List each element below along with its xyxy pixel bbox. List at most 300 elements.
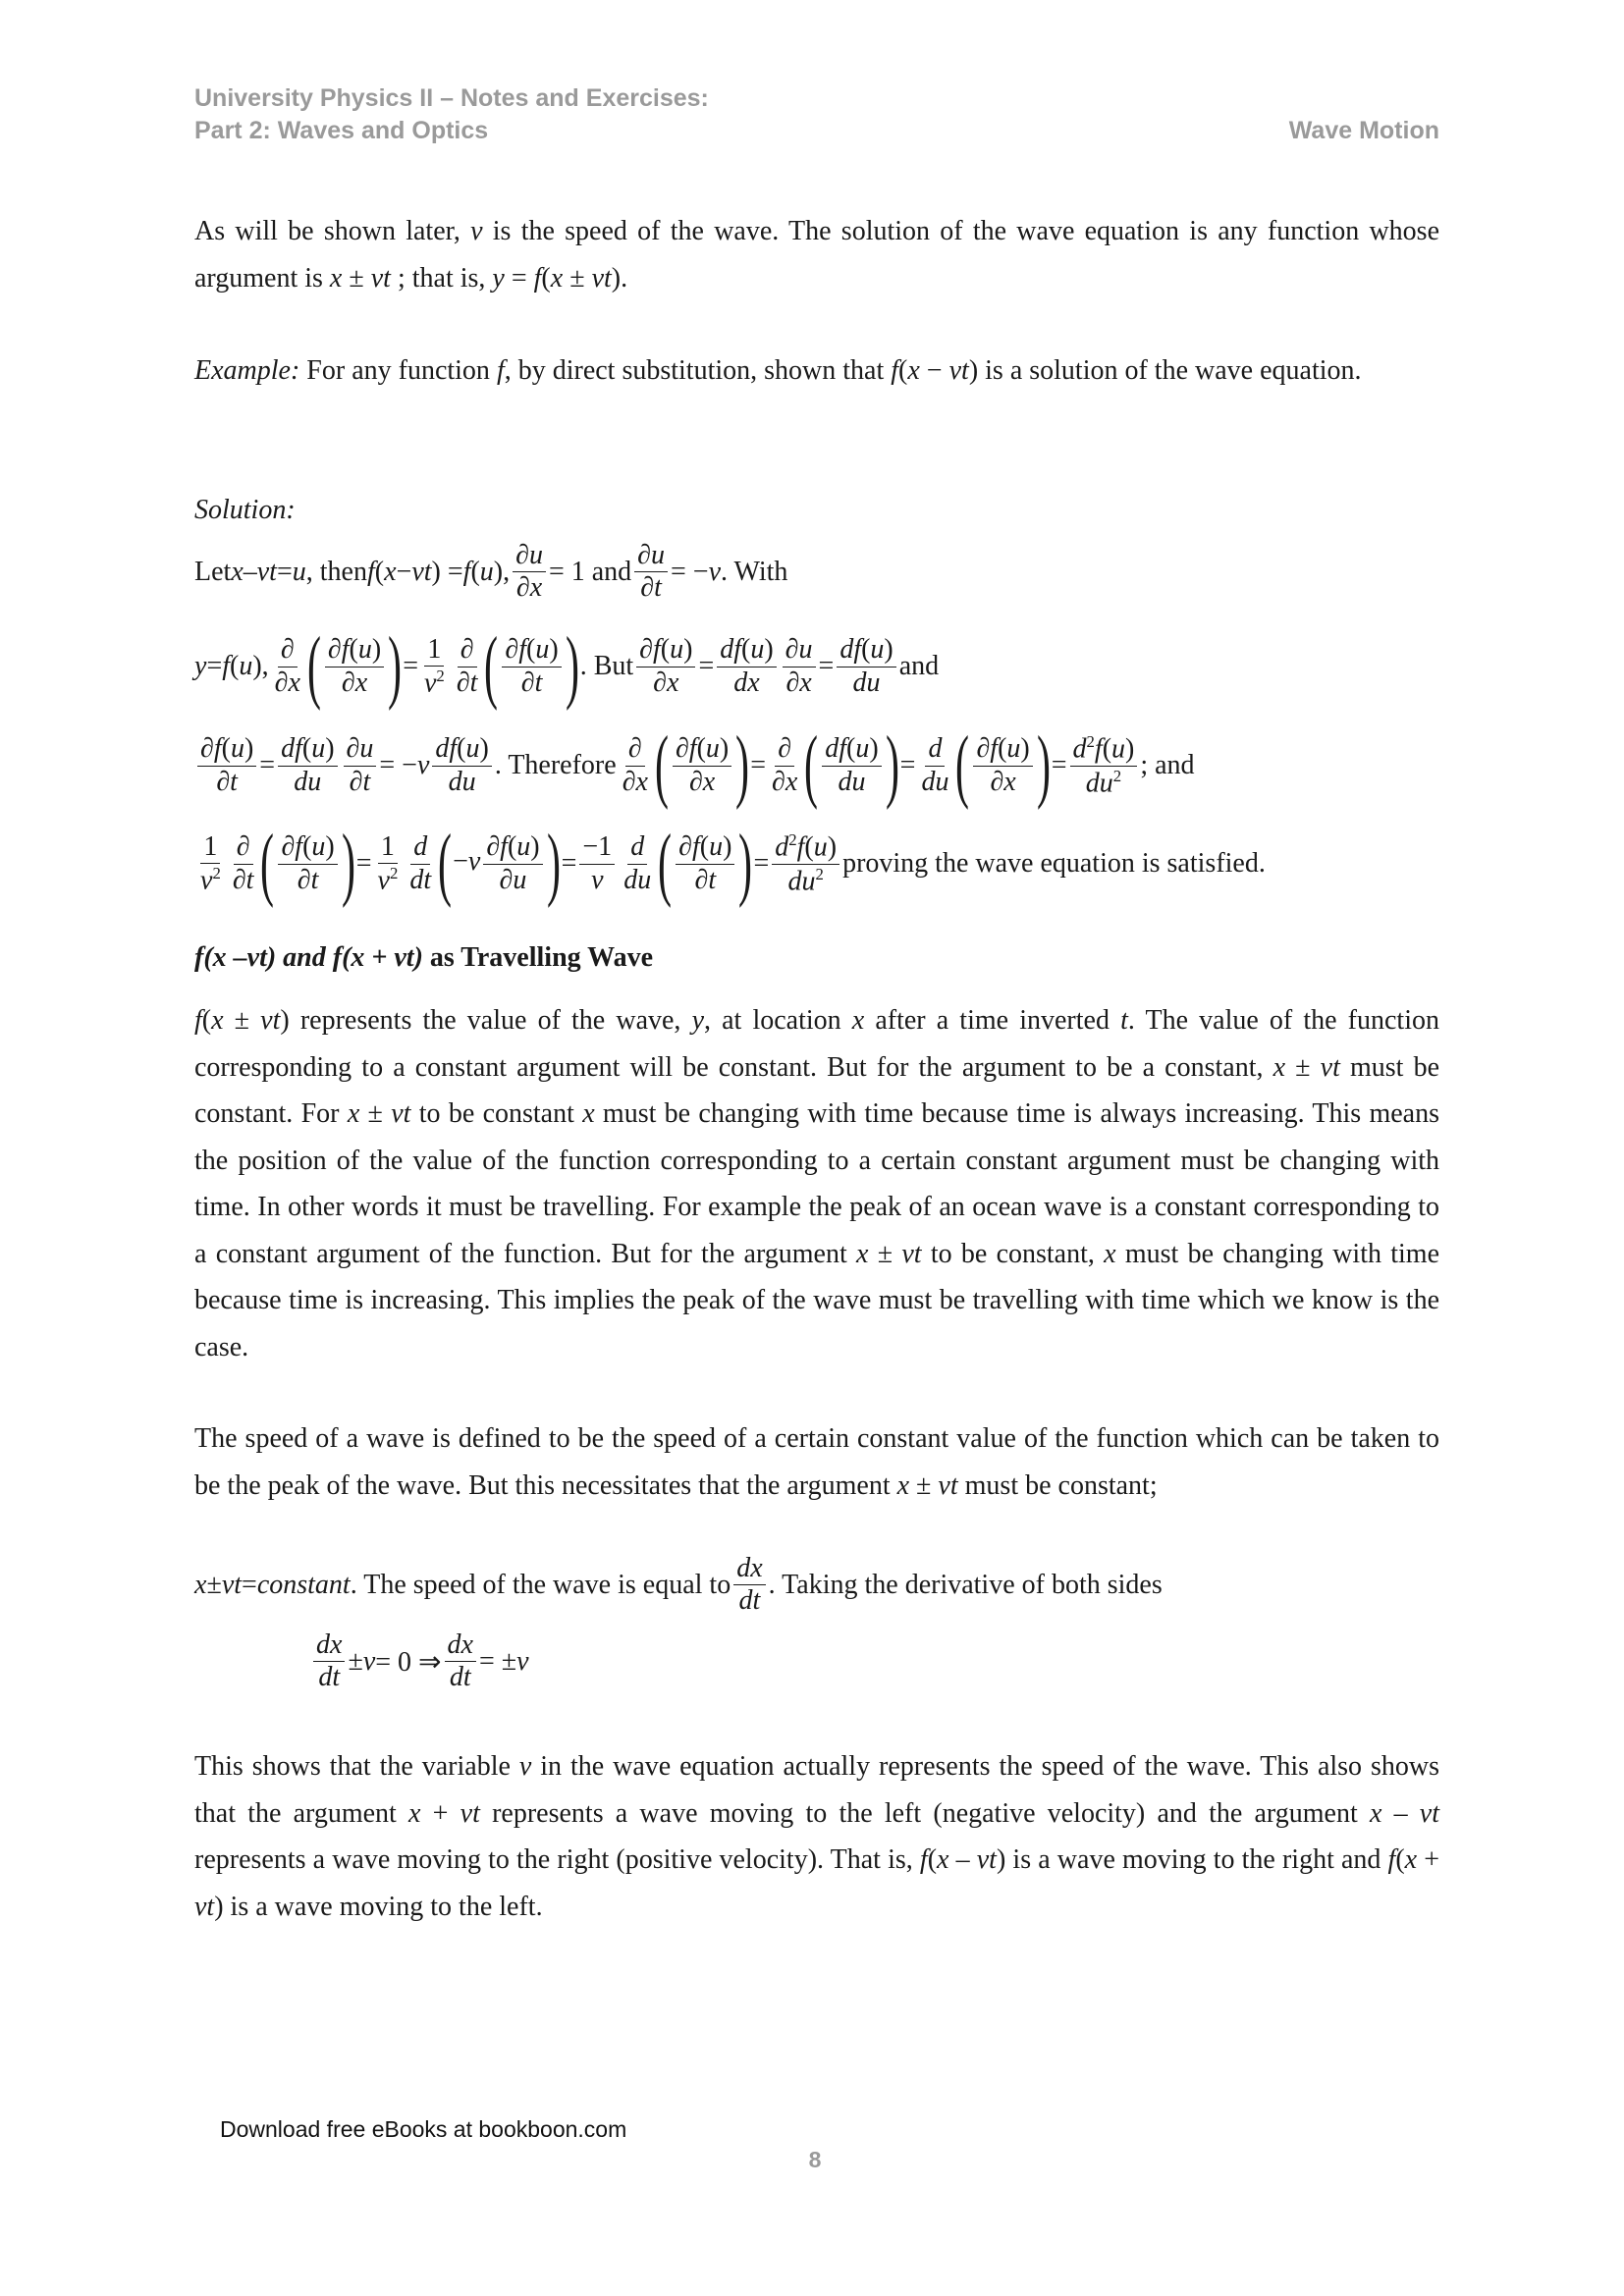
text-run: (	[374, 556, 385, 587]
italic-run: v	[516, 1645, 529, 1677]
italic-run: u	[750, 634, 765, 666]
text-run: is the speed of the wave. The solution of the wave equation is any function whose argument is	[194, 216, 1440, 294]
text-run: )	[723, 831, 732, 863]
text-run: (	[861, 634, 871, 666]
text-run: The speed of a wave is defined to be the speed of a certain constant value of the function which can be taken to be the peak of the wave. But this necessitates that the argument	[194, 1423, 1439, 1501]
fraction	[717, 634, 776, 698]
fraction-denominator	[291, 767, 324, 798]
fraction-denominator	[406, 865, 434, 896]
fraction-numerator	[344, 733, 377, 766]
italic-run: df	[825, 733, 847, 765]
fraction-denominator	[339, 667, 370, 699]
italic-run: u	[292, 556, 306, 587]
fraction-numerator	[783, 634, 816, 667]
fraction-numerator	[313, 1629, 345, 1662]
running-header-chapter: Wave Motion	[1288, 117, 1439, 144]
fraction	[502, 634, 561, 698]
italic-run: df	[281, 733, 302, 765]
fraction-denominator	[621, 865, 654, 896]
italic-run: u	[855, 733, 870, 765]
italic-run: v	[470, 216, 483, 246]
fraction-numerator	[822, 733, 881, 766]
text-run: (	[1102, 733, 1112, 765]
fraction-numerator	[837, 634, 895, 667]
italic-run: v	[416, 750, 430, 780]
italic-run: f	[1387, 1844, 1396, 1875]
italic-run: f	[366, 556, 375, 587]
fraction	[973, 733, 1032, 797]
text-run: 1	[427, 633, 442, 665]
italic-run: ∂x	[772, 766, 798, 797]
fraction-numerator	[410, 831, 430, 864]
fraction-numerator	[278, 634, 298, 667]
italic-run: x	[384, 556, 397, 587]
fraction-denominator	[650, 667, 681, 699]
fraction-numerator	[432, 733, 491, 766]
text-run: . But	[579, 651, 634, 681]
text-run: (	[457, 733, 466, 765]
paren-content	[275, 831, 340, 895]
italic-run: u	[311, 831, 326, 863]
fraction-denominator	[1083, 767, 1124, 800]
text-run: =	[698, 651, 715, 681]
italic-run: ∂x	[785, 667, 812, 698]
italic-run: vt	[938, 1469, 958, 1501]
italic-run: u	[465, 733, 480, 765]
italic-run: f	[496, 355, 505, 386]
solution-label	[194, 487, 1439, 534]
left-paren: (	[438, 818, 453, 909]
text-run: (	[898, 355, 908, 386]
italic-run: u	[870, 634, 885, 666]
equation-velocity	[310, 1629, 529, 1693]
fraction-denominator	[785, 865, 826, 898]
superscript: 2	[389, 863, 399, 882]
text-run: ) is a solution of the wave equation.	[968, 355, 1362, 386]
fraction-denominator	[588, 865, 606, 896]
text-run: (	[507, 831, 517, 863]
text-run: = ±	[478, 1645, 517, 1677]
fraction-denominator	[783, 667, 814, 699]
italic-run: u	[705, 733, 720, 765]
italic-run: ∂x	[341, 667, 368, 698]
text-run: (	[699, 831, 710, 863]
text-run: −	[453, 846, 468, 878]
text-run: (	[302, 831, 312, 863]
italic-run: x	[1104, 1238, 1116, 1269]
superscript: 2	[788, 829, 797, 849]
italic-run: f	[919, 1844, 928, 1875]
italic-run: ∂f	[281, 831, 303, 863]
paren-content	[499, 634, 564, 698]
italic-run: y	[691, 1005, 704, 1036]
paren-content	[970, 733, 1035, 797]
paren-content	[670, 733, 734, 797]
italic-run: du	[294, 766, 322, 797]
text-run: This shows that the variable	[194, 1751, 519, 1782]
italic-run: v	[423, 667, 437, 699]
text-run: ) represents the value of the wave,	[280, 1005, 692, 1036]
parenthesized-group	[657, 818, 753, 909]
italic-run: x	[582, 1098, 595, 1129]
fraction-denominator	[850, 667, 884, 699]
italic-run: ∂u	[637, 540, 666, 570]
equation-first-derivatives	[194, 620, 940, 712]
italic-run: v	[377, 865, 390, 896]
italic-run: du	[852, 667, 881, 698]
fraction	[454, 634, 481, 698]
italic-run: vt	[221, 1569, 243, 1600]
text-run: in the wave equation actually represents the speed of the wave. This also shows that the argument	[194, 1751, 1440, 1829]
italic-run: v	[518, 1751, 532, 1782]
equation-substitution	[194, 540, 787, 604]
italic-run: u	[535, 634, 550, 666]
italic-run: ∂x	[653, 667, 679, 698]
text-run: proving the wave equation is satisfied.	[842, 848, 1266, 879]
text-run: ).	[611, 262, 628, 294]
fraction	[772, 830, 839, 897]
italic-run: x	[1272, 1051, 1286, 1083]
fraction	[313, 1629, 345, 1693]
italic-run: ∂x	[990, 766, 1016, 797]
fraction-denominator	[213, 767, 241, 798]
italic-run: ∂f	[486, 831, 508, 863]
text-run: =	[818, 651, 835, 681]
text-run: ) =	[431, 556, 463, 587]
fraction	[421, 634, 448, 700]
text-run: (	[230, 651, 240, 681]
text-run: , at location	[704, 1005, 852, 1036]
text-run: =	[242, 1569, 257, 1600]
italic-run: f	[222, 651, 231, 681]
fraction	[579, 831, 615, 895]
italic-run: dx	[316, 1629, 343, 1660]
text-run: (	[541, 262, 551, 294]
text-run: (	[660, 634, 671, 666]
text-run: ),	[252, 651, 269, 681]
right-paren: )	[341, 818, 355, 909]
fraction-denominator	[736, 1585, 764, 1617]
left-paren: (	[658, 818, 673, 909]
italic-run: ∂x	[622, 766, 648, 797]
section-heading-travelling-wave	[194, 934, 1439, 982]
italic-run: u	[670, 634, 684, 666]
fraction-denominator	[835, 767, 868, 798]
fraction-numerator	[634, 540, 668, 572]
fraction	[432, 733, 491, 797]
text-run: (	[804, 831, 814, 863]
equation-time-derivatives	[194, 818, 1266, 909]
fraction-denominator	[692, 865, 720, 896]
text-run: +	[1417, 1844, 1440, 1875]
fraction-numerator	[325, 634, 384, 667]
italic-run: ∂t	[456, 667, 478, 698]
paren-content	[322, 634, 387, 698]
text-run: ∂	[627, 733, 642, 765]
fraction	[769, 733, 800, 797]
text-run: . Therefore	[494, 750, 617, 780]
italic-run: dt	[449, 1662, 471, 1693]
italic-run: d	[1072, 733, 1087, 765]
italic-run: f	[533, 262, 542, 294]
italic-run: ∂t	[694, 864, 717, 895]
fraction	[406, 831, 434, 895]
text-run: ±	[868, 1238, 902, 1269]
fraction	[325, 634, 384, 698]
text-run: ; that is,	[390, 262, 493, 294]
italic-run: ∂t	[216, 766, 238, 797]
text-run: = −	[671, 556, 709, 587]
text-run: –	[948, 1844, 977, 1875]
italic-run: x	[231, 556, 244, 587]
italic-run: v	[708, 556, 722, 587]
footer-download-link[interactable]: Download free eBooks at bookboon.com	[220, 2116, 627, 2142]
superscript: 2	[1086, 731, 1095, 751]
italic-run: vt	[591, 262, 612, 294]
text-run: (	[301, 733, 312, 765]
italic-run: v	[200, 865, 213, 896]
paragraph-conclusion	[194, 1743, 1439, 1930]
text-run: ),	[493, 556, 511, 587]
bold-run: as Travelling Wave	[422, 942, 654, 973]
italic-run: ∂x	[274, 667, 300, 698]
page-number: 8	[808, 2147, 822, 2172]
text-run: )	[479, 733, 489, 765]
text-run: =	[276, 556, 293, 587]
italic-run: df	[839, 634, 862, 666]
fraction-denominator	[518, 667, 546, 699]
italic-run: u	[709, 831, 724, 863]
fraction	[837, 634, 895, 698]
italic-run: vt	[1419, 1797, 1439, 1829]
fraction-numerator	[627, 831, 647, 864]
italic-run: ∂t	[640, 572, 662, 604]
fraction	[344, 733, 377, 797]
text-run: )	[325, 733, 335, 765]
italic-run: x	[856, 1238, 869, 1269]
italic-run: x	[194, 1569, 207, 1600]
paren-content	[453, 831, 546, 895]
paragraph-travelling-wave	[194, 997, 1439, 1370]
text-run: ±	[909, 1469, 939, 1501]
italic-run: u	[813, 831, 828, 863]
italic-run: f	[1094, 733, 1103, 765]
left-paren: (	[804, 720, 819, 811]
italic-run: v	[362, 1645, 376, 1677]
fraction-denominator	[514, 572, 545, 604]
text-run: )	[869, 733, 879, 765]
paren-content	[673, 831, 737, 895]
text-run: )	[884, 634, 893, 666]
italic-run: dt	[738, 1585, 761, 1617]
italic-run: vt	[391, 1098, 411, 1129]
text-run: )	[244, 733, 254, 765]
text-run: =	[206, 651, 223, 681]
italic-run: ∂u	[499, 864, 527, 895]
fraction	[278, 831, 337, 895]
fraction-numerator	[579, 831, 615, 864]
fraction-numerator	[973, 733, 1032, 766]
italic-run: u	[1111, 733, 1126, 765]
text-run: )	[719, 733, 730, 765]
fraction-numerator	[458, 634, 477, 667]
parenthesized-group	[483, 620, 579, 712]
parenthesized-group	[259, 818, 355, 909]
italic-run: x	[937, 1844, 949, 1875]
text-run: ±	[563, 262, 592, 294]
italic-run: f	[796, 831, 805, 863]
text-run: =	[561, 848, 577, 879]
italic-run: x	[851, 1005, 865, 1036]
italic-run: x	[211, 1005, 224, 1036]
italic-run: v	[467, 846, 481, 878]
text-run: ∂	[460, 634, 474, 666]
text-run: = 0 ⇒	[375, 1646, 442, 1678]
text-run: =	[403, 651, 418, 681]
italic-run: ∂x	[515, 572, 543, 604]
text-run: ±	[342, 262, 371, 294]
italic-run: du	[921, 766, 949, 797]
right-paren: )	[738, 818, 753, 909]
italic-run: u	[311, 733, 326, 765]
text-run: . With	[721, 556, 788, 587]
fraction	[620, 733, 651, 797]
italic-run: dt	[318, 1662, 341, 1693]
right-paren: )	[388, 620, 403, 712]
text-run: As will be shown later,	[194, 216, 471, 246]
text-run: must be constant;	[957, 1469, 1158, 1501]
italic-run: vt	[256, 556, 277, 587]
text-run: (	[349, 634, 358, 666]
italic-run: du	[623, 864, 652, 895]
italic-run: y	[194, 651, 207, 681]
superscript: 2	[436, 666, 445, 685]
parenthesized-group	[654, 720, 750, 811]
italic-run: t	[1120, 1005, 1128, 1036]
text-run: ±	[1285, 1051, 1321, 1083]
paren-content	[819, 733, 884, 797]
fraction	[272, 634, 303, 698]
equation-second-derivatives	[194, 720, 1195, 811]
fraction-numerator	[424, 634, 444, 667]
fraction-denominator	[454, 667, 481, 699]
fraction-numerator	[200, 831, 220, 864]
fraction-denominator	[620, 767, 651, 798]
fraction-denominator	[731, 667, 762, 699]
text-run: –	[243, 556, 257, 587]
fraction-numerator	[278, 733, 337, 766]
fraction	[278, 733, 337, 797]
fraction-numerator	[502, 634, 561, 667]
text-run: must be changing with time because time is always increasing. This means the position of the value of the function corresponding to a certain constant argument must be changing with time. In other words it must be travelling. For example the peak of an ocean wave is a constant corresponding to a constant argument of the function. But for the argument	[194, 1098, 1439, 1269]
text-run: (	[927, 1844, 938, 1875]
text-run: , then	[305, 556, 367, 587]
fraction	[673, 733, 731, 797]
fraction-numerator	[717, 634, 776, 667]
italic-run: x	[907, 355, 920, 386]
text-run: ∂	[280, 634, 295, 666]
fraction-denominator	[918, 767, 951, 798]
italic-run: Solution:	[194, 495, 296, 525]
text-run: , by direct substitution, shown that	[504, 355, 892, 386]
italic-run: ∂t	[520, 667, 543, 698]
italic-run: x	[408, 1797, 421, 1829]
italic-run: ∂x	[688, 766, 716, 797]
fraction-numerator	[775, 733, 794, 766]
text-run: ±	[223, 1005, 261, 1036]
left-paren: (	[654, 720, 669, 811]
fraction	[445, 1629, 476, 1693]
fraction	[733, 1553, 765, 1617]
fraction-denominator	[272, 667, 303, 699]
text-run: ) is a wave moving to the left.	[214, 1891, 543, 1922]
italic-run: y	[492, 262, 505, 294]
text-run: )	[1020, 733, 1030, 765]
italic-run: vt	[260, 1005, 281, 1036]
text-run: (	[201, 1005, 212, 1036]
text-run: =	[753, 848, 770, 879]
italic-run: u	[230, 733, 244, 765]
fraction	[230, 831, 257, 895]
fraction-denominator	[295, 865, 322, 896]
italic-run: Example:	[194, 355, 300, 386]
italic-run: df	[435, 733, 458, 765]
fraction-denominator	[347, 767, 374, 798]
fraction	[636, 634, 695, 698]
text-run: . The speed of the wave is equal to	[350, 1569, 731, 1600]
italic-run: x	[1369, 1797, 1382, 1829]
italic-run: du	[1085, 767, 1113, 798]
paragraph-intro	[194, 208, 1439, 301]
text-run: (	[1395, 1844, 1405, 1875]
italic-run: constant	[256, 1569, 351, 1600]
italic-run: u	[479, 556, 494, 587]
text-run: to be constant	[410, 1098, 583, 1129]
text-run: −1	[582, 831, 613, 863]
text-run: )	[530, 831, 540, 863]
text-run: =	[259, 750, 276, 780]
italic-run: dx	[736, 1553, 763, 1583]
fraction	[197, 733, 256, 797]
text-run: must be changing with time because time is increasing. This implies the peak of the wave must be travelling with time which we know is the case.	[194, 1238, 1439, 1362]
text-run: . Taking the derivative of both sides	[768, 1569, 1163, 1600]
text-run: )	[549, 634, 559, 666]
text-run: represents a wave moving to the left (negative velocity) and the argument	[479, 1797, 1370, 1829]
italic-run: vt	[948, 355, 969, 386]
text-run: . The value of the function corresponding to a constant argument will be constant. But for the argument to be a constant,	[194, 1005, 1439, 1083]
text-run: ±	[348, 1645, 363, 1677]
fraction	[1070, 732, 1138, 799]
fraction-denominator	[197, 864, 224, 897]
text-run: (	[696, 733, 706, 765]
italic-run: vt	[1320, 1051, 1340, 1083]
text-run: and	[898, 651, 940, 681]
text-run: −	[396, 556, 412, 587]
text-run: Let	[194, 556, 232, 587]
text-run: to be constant,	[921, 1238, 1105, 1269]
italic-run: df	[720, 634, 742, 666]
bold-italic-run: f(x –vt) and f(x + vt)	[194, 942, 423, 973]
text-run: )	[827, 831, 838, 863]
text-run: )	[371, 634, 382, 666]
fraction-numerator	[197, 733, 256, 766]
fraction-denominator	[637, 572, 665, 604]
fraction-numerator	[636, 634, 695, 667]
text-run: =	[750, 750, 766, 780]
paragraph-example	[194, 347, 1439, 395]
fraction	[822, 733, 881, 797]
text-run: must be constant. For	[194, 1051, 1439, 1129]
